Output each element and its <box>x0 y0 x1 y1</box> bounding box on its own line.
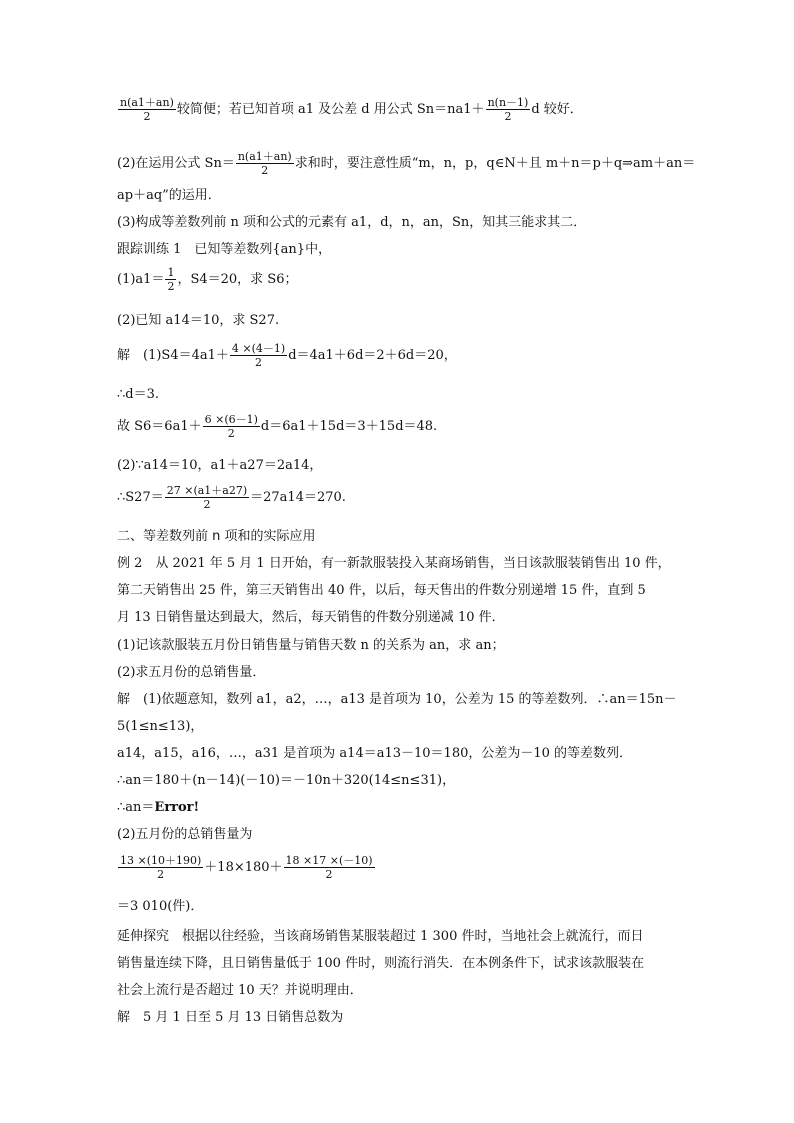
line-10: 故 S6＝6a1＋ $\frac{6 \times(6-1)}{2}$ d＝6a1＋15d＝3＋15d＝48. <box>117 413 438 440</box>
fraction: $\frac{13 \times(10+190)}{2}$ <box>120 854 202 881</box>
fraction: $\frac{18 \times 17 \times(-10)}{2}$ <box>285 854 373 881</box>
line-5: 跟踪训练 1 已知等差数列{an}中， <box>117 242 332 257</box>
line-27: 延伸探究 根据以往经验，当该商场销售某服装超过 1 300 件时，当地社会上就流行，而日 <box>117 929 644 944</box>
line-7: (2)已知 a14＝10，求 S27. <box>117 313 280 328</box>
line-22: ∴an＝180＋(n－14)(－10)＝－10n＋320(14≤n≤31)， <box>117 773 456 788</box>
fraction: $\frac{n(a1+an)}{2}$ <box>120 96 174 123</box>
line-8: 解 (1)S4＝4a1＋ $\frac{4 \times(4-1)}{2}$ d＝4a1＋6d＝2＋6d＝20， <box>117 342 457 369</box>
line-11: (2)∵a14＝10，a1＋a27＝2a14， <box>117 458 323 473</box>
line-17: (1)记该款服装五月份日销售量与销售天数 n 的关系为 an，求 an； <box>117 638 505 653</box>
fraction: $\frac{27 \times(a1+a27)}{2}$ <box>166 484 248 511</box>
fraction: $\frac{n(a1+an)}{2}$ <box>237 150 292 177</box>
line-20: 5(1≤n≤13)， <box>117 719 204 734</box>
line-21: a14，a15，a16，…，a31 是首项为 a14＝a13－10＝180，公差为－10 的等差数列． <box>117 746 633 761</box>
fraction: $\frac{6 \times(6-1)}{2}$ <box>204 413 258 440</box>
section-heading: 二、等差数列前 n 项和的实际应用 <box>117 529 316 544</box>
line-6: (1)a1＝ $\frac{1}{2}$ ，S4＝20，求 S6； <box>117 266 298 293</box>
line-16: 月 13 日销售量达到最大，然后，每天销售的件数分别递减 10 件． <box>117 610 505 625</box>
line-1: $\frac{n(a1+an)}{2}$ 较简便；若已知首项 a1 及公差 d 用公式 Sn＝na1＋ $\frac{n(n-1)}{2}$ d 较好． <box>120 96 583 123</box>
fraction: $\frac{1}{2}$ <box>167 266 175 293</box>
line-19: 解 (1)依题意知，数列 a1，a2，…，a13 是首项为 10，公差为 15 的等差数列．∴an＝15n－ <box>117 692 677 707</box>
line-30: 解 5 月 1 日至 5 月 13 日销售总数为 <box>117 1010 344 1025</box>
fraction: $\frac{n(n-1)}{2}$ <box>487 96 529 123</box>
line-25: $\frac{13 \times(10+190)}{2}$ ＋18×180＋ $\frac{18 \times 17 \times(-10)}{2}$ <box>120 854 373 881</box>
line-23: ∴an＝Error! <box>117 800 200 815</box>
line-2: (2)在运用公式 Sn＝ $\frac{n(a1+an)}{2}$ 求和时，要注意性质“m，n，p，q∈N＋且 m＋n＝p＋q⇒am＋an＝ <box>117 150 696 177</box>
line-9: ∴d＝3. <box>117 387 159 402</box>
line-15: 第二天销售出 25 件，第三天销售出 40 件，以后，每天售出的件数分别递增 15 件，直到 5 <box>117 583 646 598</box>
line-14: 例 2 从 2021 年 5 月 1 日开始，有一新款服装投入某商场销售，当日该款服装销售出 10 件， <box>117 556 671 571</box>
fraction: $\frac{4 \times(4-1)}{2}$ <box>231 342 286 369</box>
line-28: 销售量连续下降，且日销售量低于 100 件时，则流行消失．在本例条件下，试求该款服装在 <box>117 956 645 971</box>
line-18: (2)求五月份的总销售量． <box>117 665 266 680</box>
line-12: ∴S27＝ $\frac{27 \times(a1+a27)}{2}$ ＝27a14＝270. <box>117 484 346 511</box>
line-26: ＝3 010(件)． <box>117 899 204 914</box>
error-text: Error! <box>154 800 200 815</box>
line-3: ap＋aq”的运用． <box>117 188 221 203</box>
line-29: 社会上流行是否超过 10 天？并说明理由． <box>117 983 363 998</box>
line-24: (2)五月份的总销售量为 <box>117 827 253 842</box>
line-4: (3)构成等差数列前 n 项和公式的元素有 a1，d，n，an，Sn，知其三能求其二． <box>117 215 587 230</box>
